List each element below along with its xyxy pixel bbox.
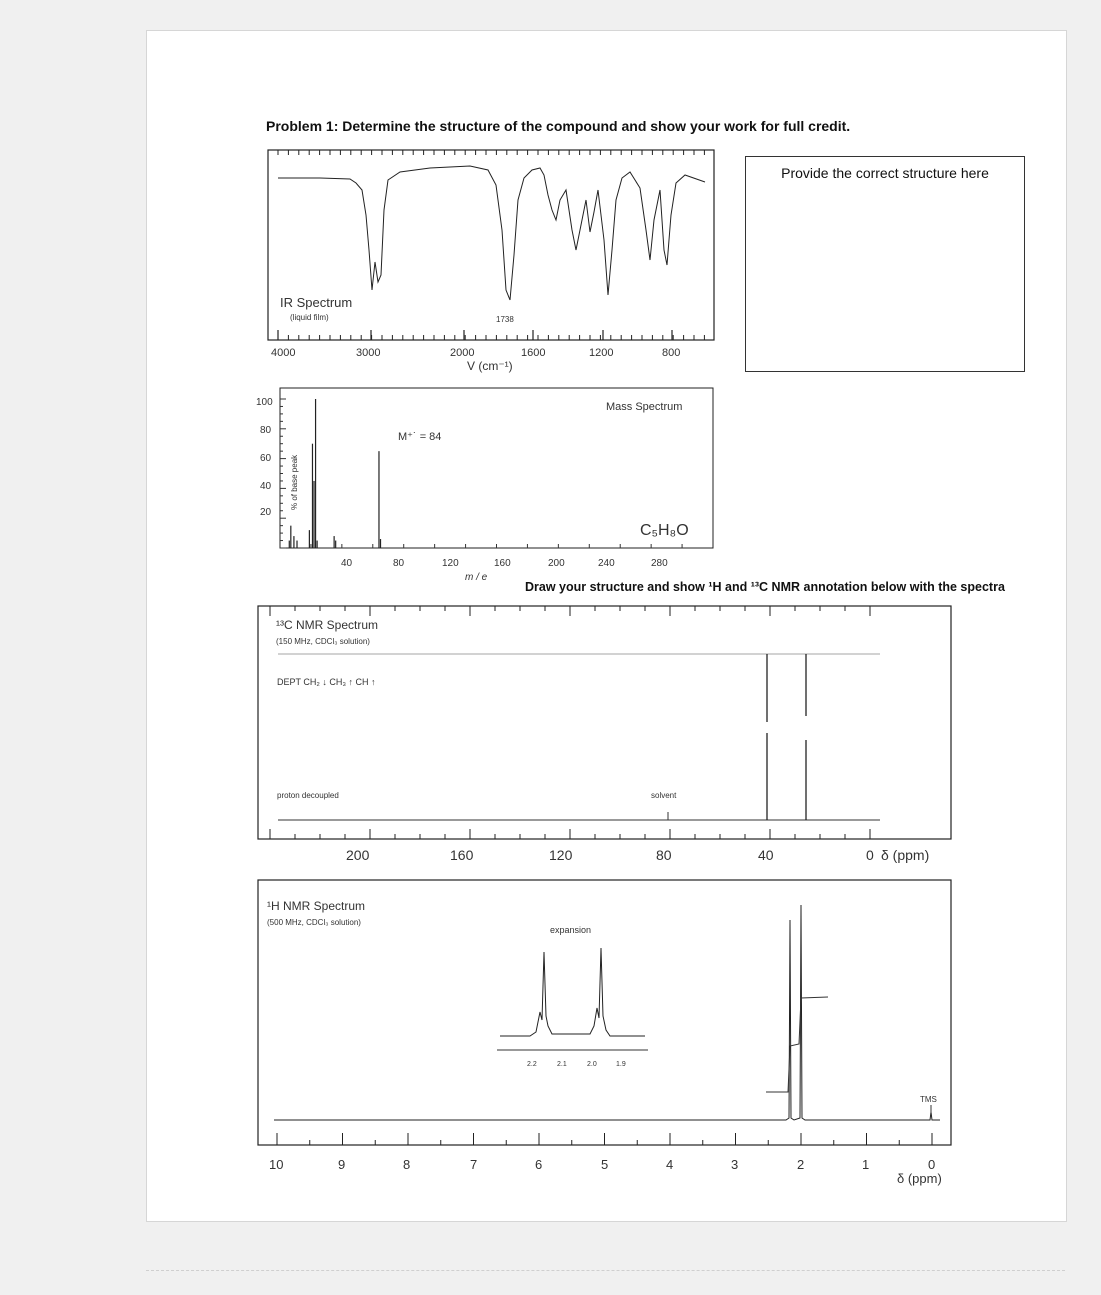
ms-bars	[289, 399, 380, 548]
c13-tick-label: 200	[346, 847, 370, 863]
ir-tick-label: 3000	[356, 347, 381, 359]
ms-ticks	[280, 399, 682, 548]
h1-nmr-spectrum	[258, 880, 951, 1186]
h1-expansion-label: expansion	[550, 925, 592, 935]
ms-y-tick-label: 100	[256, 397, 273, 408]
ms-y-tick-label: 80	[260, 425, 272, 436]
ms-formula: C₅H₈O	[640, 522, 689, 539]
h1-tick-label: 6	[535, 1157, 543, 1172]
c13-nmr-spectrum	[258, 606, 951, 863]
h1-tick-label: 1	[862, 1157, 870, 1172]
h1-expansion-tick: 1.9	[616, 1061, 626, 1068]
ms-x-tick-label: 80	[393, 558, 405, 569]
h1-tick-label: 7	[470, 1157, 478, 1172]
ir-tick-label: 1200	[589, 347, 614, 359]
c13-tick-label: 80	[656, 847, 672, 863]
ms-xlabel: m / e	[465, 572, 488, 583]
ir-tick-label: 800	[662, 347, 681, 359]
h1-frame	[258, 880, 951, 1145]
answer-box-label: Provide the correct structure here	[781, 165, 989, 181]
c13-tick-label: 40	[758, 847, 774, 863]
h1-ticks	[277, 1133, 932, 1145]
ir-x-unit: V (cm⁻¹)	[467, 359, 513, 373]
h1-tick-label: 10	[269, 1157, 284, 1172]
c13-x-unit: δ (ppm)	[881, 847, 930, 863]
ir-peak-label: 1738	[496, 315, 514, 324]
ir-tick-label: 1600	[521, 347, 546, 359]
ir-spectrum	[268, 150, 714, 373]
h1-expansion-tick: 2.2	[527, 1061, 537, 1068]
c13-sublabel: (150 MHz, CDCl₃ solution)	[276, 637, 370, 646]
ms-ylabel: % of base peak	[290, 454, 299, 510]
draw-prompt: Draw your structure and show ¹H and ¹³C NMR annotation below with the spectra	[525, 580, 1005, 594]
h1-x-unit: δ (ppm)	[897, 1171, 942, 1186]
h1-tms-label: TMS	[920, 1095, 937, 1104]
ms-x-tick-label: 200	[548, 558, 565, 569]
ir-tick-label: 4000	[271, 347, 296, 359]
c13-decoupled-label: proton decoupled	[277, 791, 339, 800]
h1-tick-label: 2	[797, 1157, 805, 1172]
ir-tick-label: 2000	[450, 347, 475, 359]
h1-trace	[274, 905, 940, 1120]
h1-sublabel: (500 MHz, CDCl₃ solution)	[267, 918, 361, 927]
ir-label: IR Spectrum	[280, 295, 353, 310]
h1-tick-label: 4	[666, 1157, 674, 1172]
c13-label: ¹³C NMR Spectrum	[276, 618, 379, 632]
ir-trace	[278, 166, 705, 300]
ms-label: Mass Spectrum	[606, 401, 683, 413]
c13-solvent-label: solvent	[651, 791, 677, 800]
h1-expansion-trace	[500, 948, 645, 1036]
ms-y-tick-label: 40	[260, 481, 272, 492]
h1-tick-label: 0	[928, 1157, 936, 1172]
h1-label: ¹H NMR Spectrum	[267, 899, 366, 913]
c13-tick-label: 120	[549, 847, 573, 863]
h1-tick-label: 9	[338, 1157, 346, 1172]
ms-x-tick-label: 120	[442, 558, 459, 569]
c13-tick-label: 160	[450, 847, 474, 863]
ir-sublabel: (liquid film)	[290, 313, 329, 322]
ms-y-tick-label: 60	[260, 453, 272, 464]
c13-dept-label: DEPT CH₂ ↓ CH₃ ↑ CH ↑	[277, 677, 376, 687]
ms-x-tick-label: 160	[494, 558, 511, 569]
h1-expansion-tick: 2.1	[557, 1061, 567, 1068]
h1-tick-label: 3	[731, 1157, 739, 1172]
h1-integration-curve	[766, 997, 828, 1092]
h1-expansion-tick: 2.0	[587, 1061, 597, 1068]
h1-tick-label: 5	[601, 1157, 609, 1172]
ms-x-tick-label: 40	[341, 558, 353, 569]
problem-title: Problem 1: Determine the structure of the compound and show your work for full credit.	[266, 118, 851, 134]
c13-tick-label: 0	[866, 847, 874, 863]
ms-y-tick-label: 20	[260, 507, 272, 518]
h1-expansion-inset	[497, 925, 648, 1068]
mass-spectrum	[256, 388, 713, 583]
ms-x-tick-label: 280	[651, 558, 668, 569]
h1-tick-label: 8	[403, 1157, 411, 1172]
ms-x-tick-label: 240	[598, 558, 615, 569]
ms-molecular-ion: M⁺˙ = 84	[398, 431, 442, 443]
